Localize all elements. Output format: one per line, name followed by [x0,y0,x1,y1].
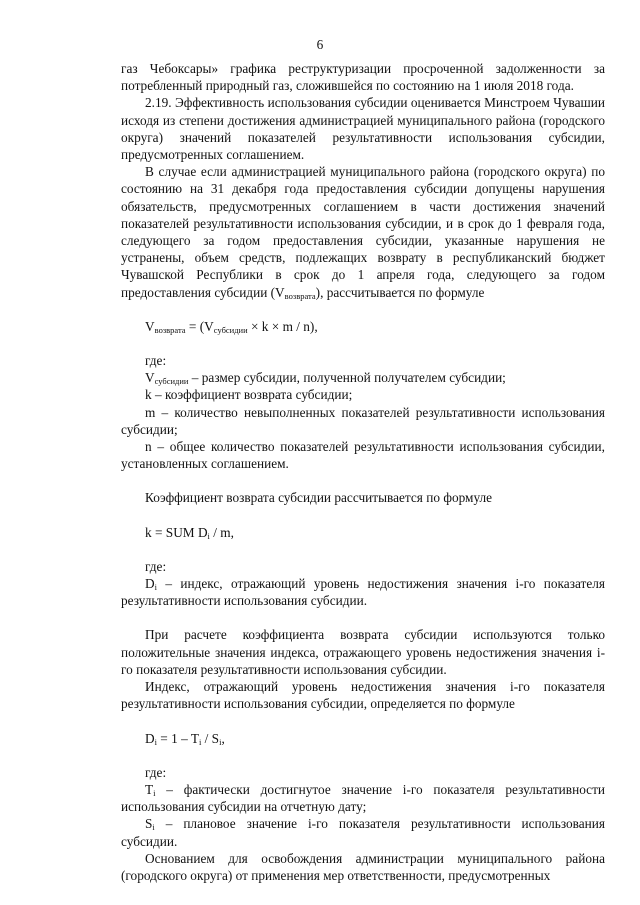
k-formula-intro: Коэффициент возврата субсидии рассчитывается по формуле [145,490,493,506]
paragraph-2-19: 2.19. Эффективность использования субсидии оценивается Минстроем Чувашии исходя из степени достижения администрацией муниципального района (городского округа) значений показателей результативности использования субсидии, предусмотренных соглашением. [121,95,605,163]
where-label: где: [145,558,167,574]
subscript-refund: возврата [284,290,316,301]
page-number: 6 [316,37,324,52]
definition-ti: $T_i$ – фактически достигнутое значение i-го показателя результативности использования субсидии на отчетную дату; [121,781,605,815]
paragraph-violation [121,163,605,301]
definition-k: k – коэффициент возврата субсидии; [145,387,353,403]
where-label: где: [145,764,167,780]
definition-v-subsidy: $V_{субсидии}$ – размер субсидии, полученной получателем субсидии; [145,370,506,387]
definition-di: $D_i$ – индекс, отражающий уровень недостижения значения i-го показателя результативности использования субсидии. [121,576,605,609]
formula-di: $D_i = 1 - T_i / S_i$, [145,730,225,747]
where-label: где: [145,353,167,369]
paragraph-violation-text: В случае если администрацией муниципального района (городского округа) по состоянию на 31 декабря года предоставления субсидии допущены нарушения обязательств, предусмотренных соглашением в части достижения значений показателей результативности использования субсидии, и в срок до 1 февраля года, следующего за годом предоставления субсидии, указанные нарушения не устранены, объем средств, подлежащих возврату в республиканский бюджет Чувашской Республики в срок до 1 апреля года, следующего за годом предоставления субсидии (V [121,164,605,300]
paragraph-violation-tail: ), рассчитывается по формуле [315,284,485,300]
definition-n: n – общее количество показателей результативности использования субсидии, установленных соглашением. [121,439,605,472]
definition-si: $S_i$ – плановое значение i-го показателя результативности использования субсидии. [121,816,605,849]
document-body [121,60,605,884]
paragraph-exemption: Основанием для освобождения администрации муниципального района (городского округа) от применения мер ответственности, предусмотренных [121,850,605,883]
paragraph-index: Индекс, отражающий уровень недостижения значения i-го показателя результативности использования субсидии, определяется по формуле [121,679,605,712]
formula-refund-volume: $V_{возврата} = (V_{субсидии} \times k \times m / n)$, [145,318,318,335]
formula-k: k = SUM $D_i$ / m, [145,524,234,541]
paragraph-continuation: газ Чебоксары» графика реструктуризации просроченной задолженности за потребленный природный газ, сложившейся по состоянию на 1 июля 2018 года. [121,61,605,94]
paragraph-positive-values: При расчете коэффициента возврата субсидии используются только положительные значения индекса, отражающего уровень недостижения значения i-го показателя результативности использования субсидии. [121,627,605,677]
definition-m: m – количество невыполненных показателей результативности использования субсидии; [121,404,605,437]
